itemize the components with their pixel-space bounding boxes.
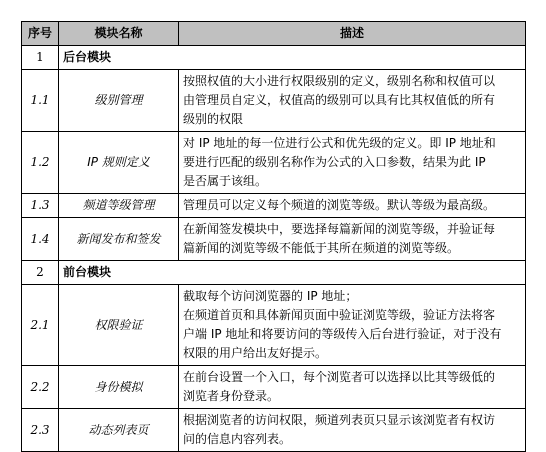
header-module: 模块名称 [59,22,179,46]
description-line: 由管理员自定义，权值高的级别可以具有比其权值低的所有 [183,93,496,107]
description-line: 权限的用户给出友好提示。 [183,346,328,360]
description-line: 篇新闻的浏览等级不能低于其所在频道的浏览等级。 [183,241,460,255]
module-description [179,409,526,452]
section-number: 1 [22,46,59,70]
description-line: 管理员可以定义每个频道的浏览等级。默认等级为最高级。 [183,198,496,212]
module-description [179,218,526,261]
section-title: 后台模块 [59,46,526,70]
module-description [179,285,526,366]
description-line: 根据浏览者的访问权限，频道列表页只显示该浏览者有权访 [183,413,496,427]
table-row [22,194,526,218]
table-row [22,366,526,409]
row-number: 1.2 [22,132,59,194]
description-line: 在新闻签发模块中，要选择每篇新闻的浏览等级，并验证每 [183,222,496,236]
module-description [179,132,526,194]
module-name: 级别管理 [59,70,179,132]
module-name: 频道等级管理 [59,194,179,218]
row-number: 2.3 [22,409,59,452]
header-no: 序号 [22,22,59,46]
row-number: 2.2 [22,366,59,409]
table-row [22,70,526,132]
module-name: 身份模拟 [59,366,179,409]
section-row [22,46,526,70]
description-line: 截取每个访问浏览器的 IP 地址； [183,289,358,303]
description-line: 对 IP 地址的每一位进行公式和优先级的定义。即 IP 地址和 [183,136,496,150]
module-name: 权限验证 [59,285,179,366]
description-line: 户端 IP 地址和将要访问的等级传入后台进行验证，对于没有 [183,327,502,341]
description-line: 浏览者身份登录。 [183,389,280,403]
row-number: 1.1 [22,70,59,132]
table-row [22,218,526,261]
header-row [22,22,526,46]
table-row [22,132,526,194]
description-line: 要进行匹配的级别名称作为公式的入口参数，结果为此 IP [183,155,486,169]
table-row [22,409,526,452]
description-line: 级别的权限 [183,112,244,126]
table-row [22,285,526,366]
description-line: 问的信息内容列表。 [183,432,292,446]
row-number: 1.3 [22,194,59,218]
section-row [22,261,526,285]
row-number: 1.4 [22,218,59,261]
description-line: 是否属于该组。 [183,174,268,188]
module-spec-table [21,21,526,452]
section-number: 2 [22,261,59,285]
header-desc: 描述 [179,22,526,46]
section-title: 前台模块 [59,261,526,285]
description-line: 按照权值的大小进行权限级别的定义，级别名称和权值可以 [183,74,496,88]
module-name: 新闻发布和签发 [59,218,179,261]
module-description [179,366,526,409]
row-number: 2.1 [22,285,59,366]
module-description [179,194,526,218]
description-line: 在前台设置一个入口，每个浏览者可以选择以比其等级低的 [183,370,496,384]
module-description [179,70,526,132]
table-body [22,46,526,452]
module-name: IP 规则定义 [59,132,179,194]
module-name: 动态列表页 [59,409,179,452]
description-line: 在频道首页和具体新闻页面中验证浏览等级，验证方法将客 [183,308,496,322]
